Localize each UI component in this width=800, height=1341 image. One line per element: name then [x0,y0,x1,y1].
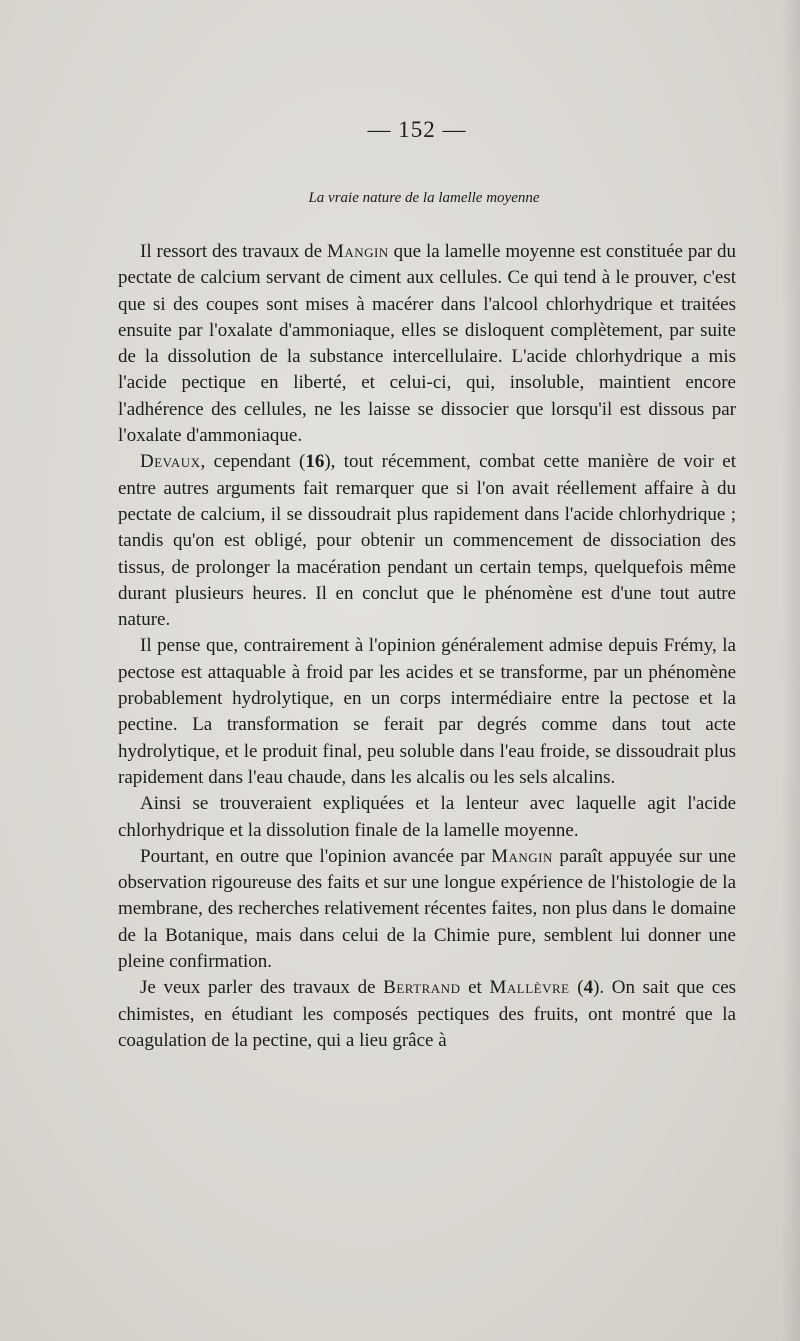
author-name-mangin-2: Mangin [491,845,553,867]
author-name-devaux: Devaux [140,451,201,473]
body-text [118,239,736,1054]
paragraph-4: Ainsi se trouveraient expliquées et la lenteur avec laquelle agit l'acide chlorhydrique et la dissolution finale de la lamelle moyenne. [118,793,736,841]
reference-16: 16 [305,451,325,473]
paragraph-5-text-b: paraît appuyée sur une observation rigoureuse des faits et sur une longue expérience de l'histologie de la membrane, des recherches relativement récentes faites, non plus dans le domaine de la Botanique, mais dans celui de la Chimie pure, semblent lui donner une pleine confirmation. [118,845,736,973]
paragraph-1-text-b: que la lamelle moyenne est constituée par du pectate de calcium servant de ciment aux cellules. Ce qui tend à le prouver, c'est que si des coupes sont mises à macérer dans l'alcool chlorhydrique et traitées ensuite par l'oxalate d'ammoniaque, elles se disloquent complètement, par suite de la dissolution de la substance intercellulaire. L'acide chlorhydrique a mis l'acide pectique en liberté, et celui-ci, qui, insoluble, maintient encore l'adhérence des cellules, ne les laisse se dissocier que lorsqu'il est dissous par l'oxalate d'ammoniaque. [118,241,736,447]
paragraph-6-text-a: Je veux parler des travaux de [140,977,384,999]
paragraph-3: Il pense que, contrairement à l'opinion généralement admise depuis Frémy, la pectose est attaquable à froid par les acides et se transforme, par un phénomène probablement hydrolytique, en un corps intermédiaire entre la pectose et la pectine. La transformation se ferait par degrés comme dans tout acte hydrolytique, et le produit final, peu soluble dans l'eau froide, se dissoudrait plus rapidement dans l'eau chaude, dans les alcalis ou les sels alcalins. [118,635,736,788]
paragraph-1 [118,239,736,449]
paragraph-2-text-a: , cependant ( [200,451,306,473]
paragraph-6-text-b: et [460,977,490,999]
paragraph-5-text-a: Pourtant, en outre que l'opinion avancée par [140,845,492,867]
author-name-bertrand: Bertrand [383,977,461,999]
author-name-mangin: Mangin [326,241,389,262]
section-title: La vraie nature de la lamelle moyenne [308,190,540,206]
paragraph-6-text-d: ). On sait que ces chimistes, en étudiant les composés pectiques des fruits, ont montré que la coagulation de la pectine, qui a lieu grâce à [118,977,737,1051]
page-number: — 152 — [367,117,467,142]
paragraph-6 [118,975,736,1054]
author-name-mallevre: Mallèvre [489,977,570,999]
paragraph-1-text-a: Il ressort des travaux de [140,241,327,262]
paragraph-2-text-b: ), tout récemment, combat cette manière de voir et entre autres arguments fait remarquer que si l'on avait réellement affaire à du pectate de calcium, il se dissoudrait plus rapidement dans l'acide chlorhydrique ; tandis qu'on est obligé, pour obtenir un commencement de dissociation des tissus, de prolonger la macération pendant un certain temps, quelquefois même durant plusieurs heures. Il en conclut que le phénomène est d'une tout autre nature. [118,451,736,631]
paragraph-5 [118,844,736,975]
reference-4: 4 [583,977,594,999]
paragraph-6-text-c: ( [569,977,584,999]
paragraph-2 [118,449,736,633]
